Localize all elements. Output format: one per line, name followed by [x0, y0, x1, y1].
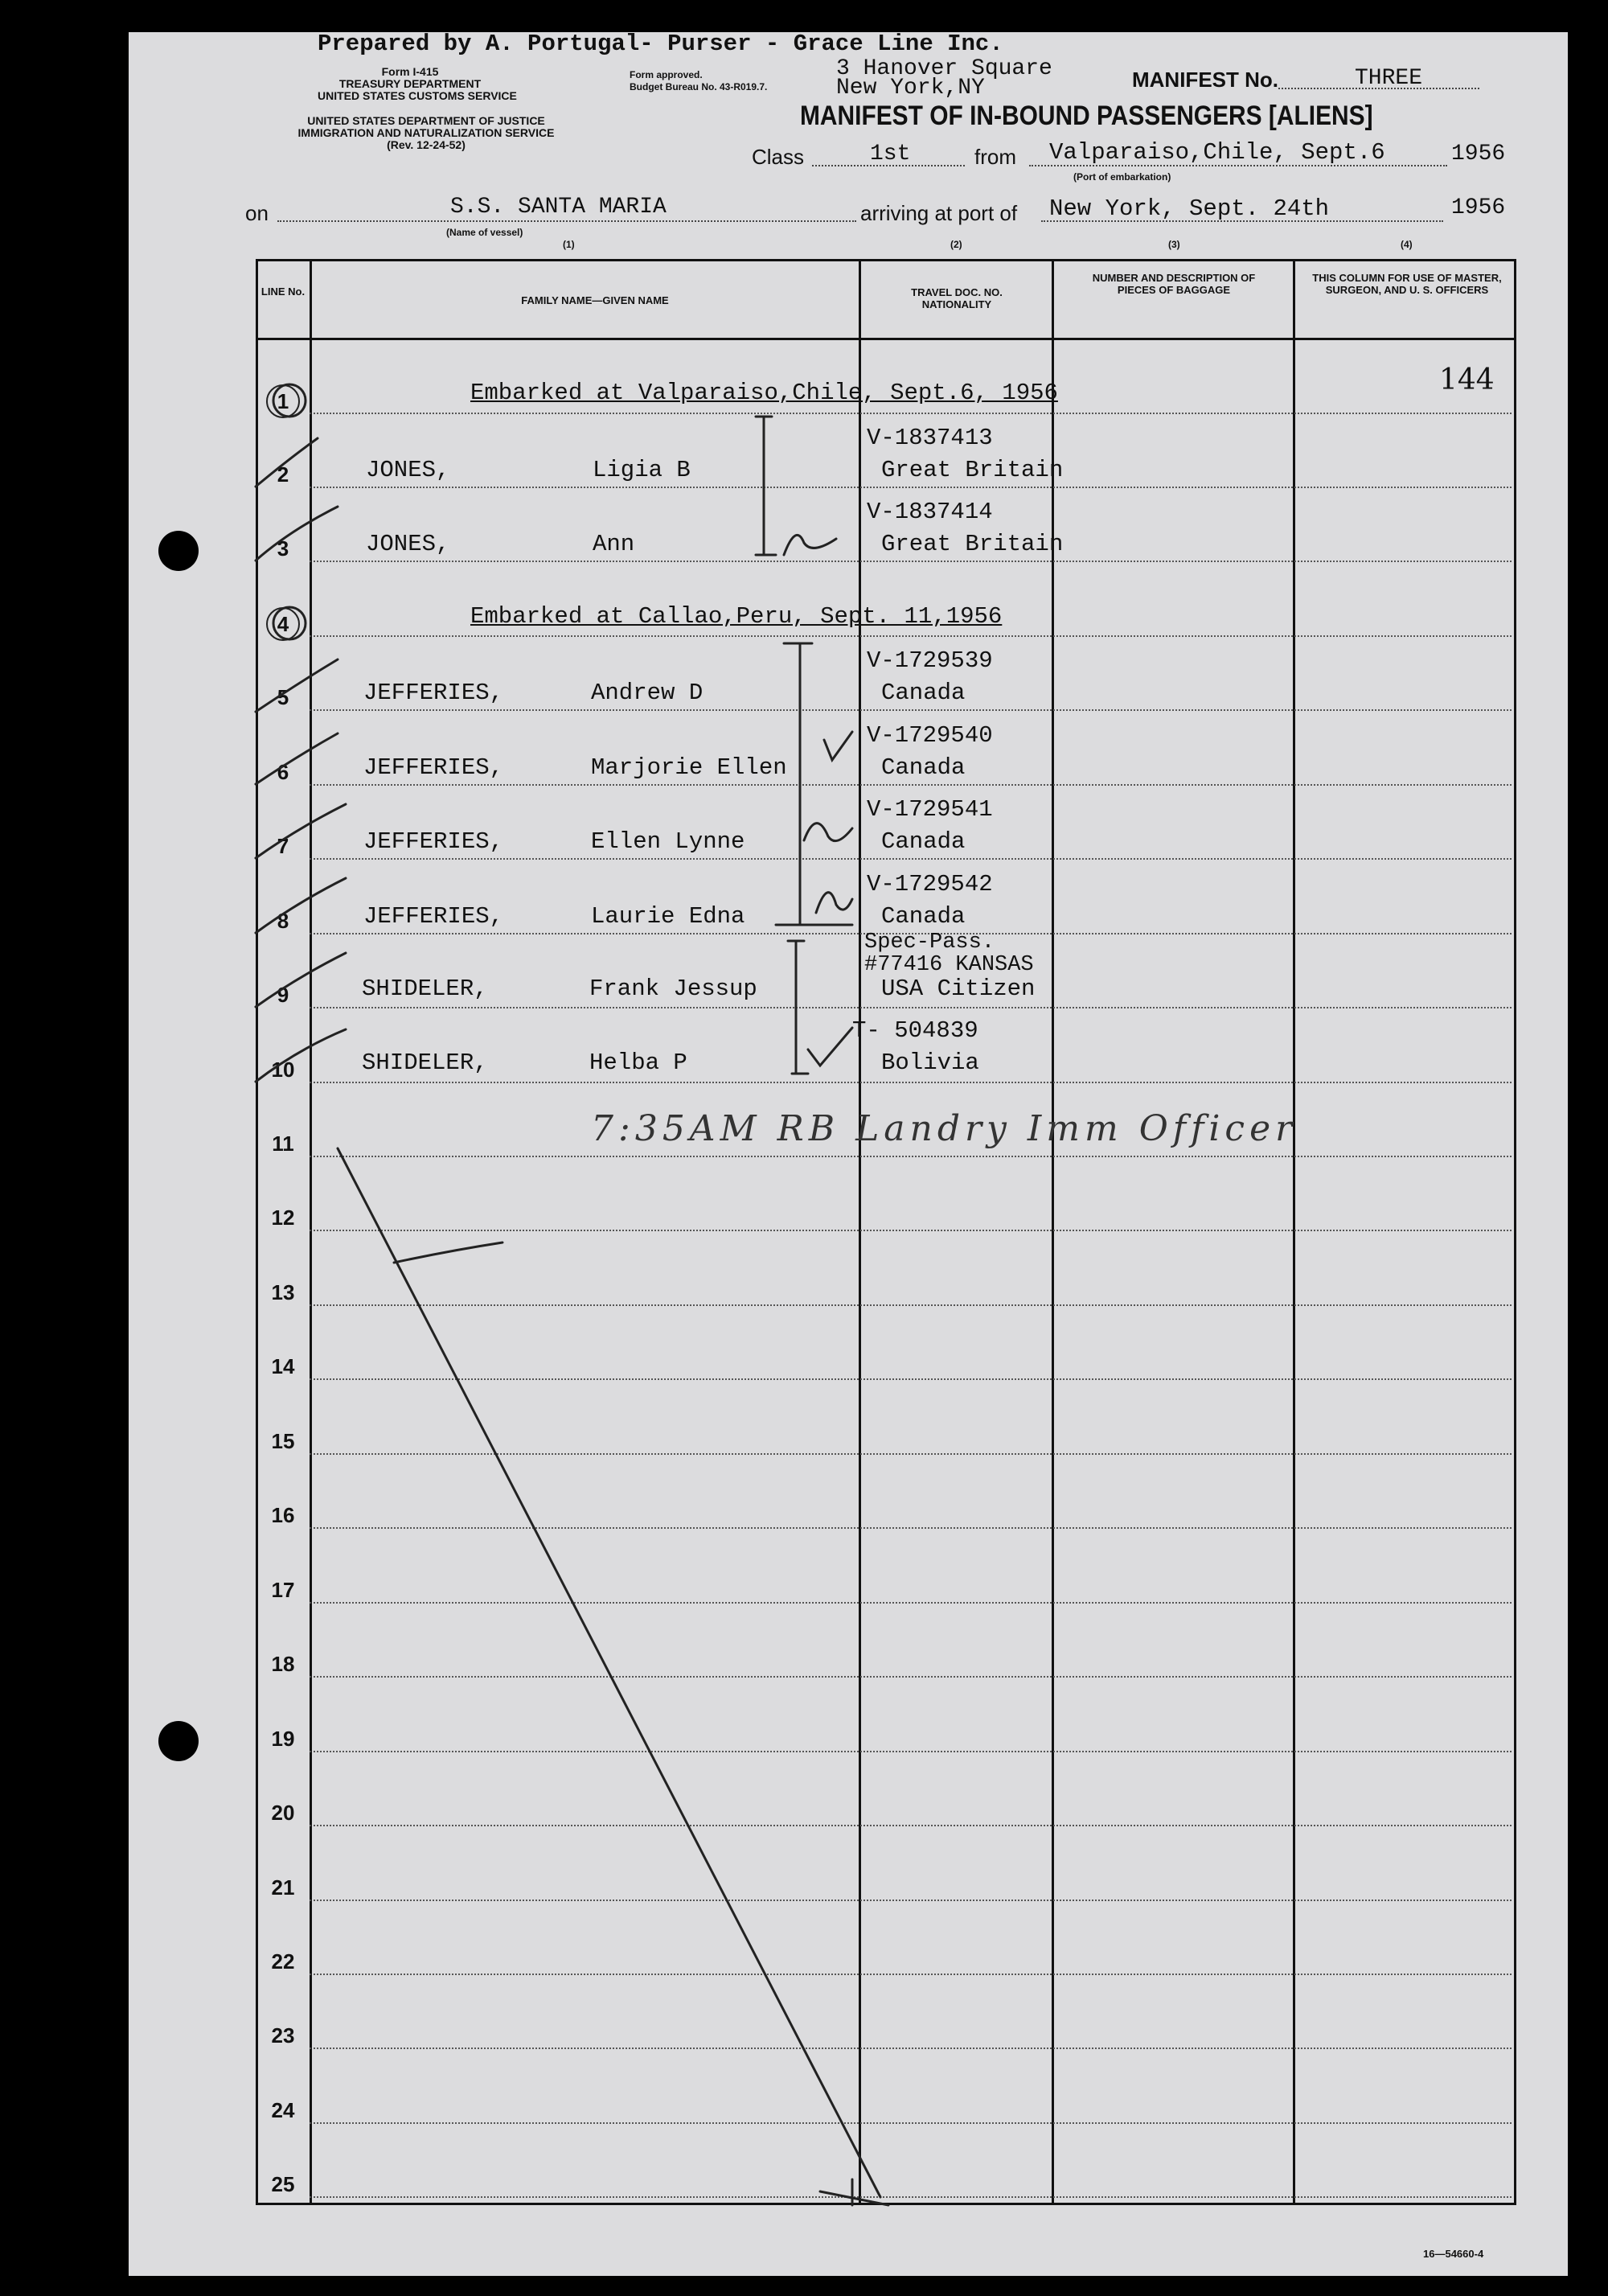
- nationality: Great Britain: [881, 531, 1064, 557]
- port-embarkation-label: (Port of embarkation): [1073, 171, 1171, 183]
- line-number: 18: [271, 1652, 295, 1676]
- check-mark: [256, 507, 338, 561]
- class-label: Class: [752, 145, 805, 169]
- initials-mark: [784, 535, 836, 555]
- prepared-by-line: Prepared by A. Portugal- Purser - Grace Line Inc.: [318, 31, 1003, 57]
- travel-doc: Spec-Pass. #77416 KANSAS: [864, 930, 1034, 977]
- class-value: 1st: [870, 142, 911, 166]
- bracket-mark: [788, 941, 808, 1074]
- line-number: 9: [277, 983, 289, 1007]
- travel-doc: V-1729542: [867, 871, 993, 897]
- line-number: 2: [277, 462, 289, 487]
- line-number: 20: [271, 1801, 295, 1825]
- check-mark: [256, 878, 346, 933]
- travel-doc: V-1729541: [867, 796, 993, 823]
- given-name: Helba P: [589, 1049, 687, 1076]
- line-number: 8: [277, 909, 289, 933]
- circle-mark: [273, 384, 306, 417]
- address-line-2: New York,NY: [836, 76, 985, 101]
- arriving-value: New York, Sept. 24th: [1049, 195, 1330, 222]
- line-number: 16: [271, 1503, 295, 1527]
- line-number: 19: [271, 1727, 295, 1751]
- nationality: Great Britain: [881, 457, 1064, 483]
- nationality: Canada: [881, 828, 966, 855]
- line-number: 15: [271, 1429, 295, 1453]
- check-mark: [808, 1028, 852, 1066]
- check-mark: [256, 804, 346, 858]
- nationality: USA Citizen: [881, 975, 1036, 1002]
- treasury-department: TREASURY DEPARTMENT: [338, 77, 482, 90]
- given-name: Andrew D: [591, 680, 704, 706]
- bracket-mark: [756, 417, 776, 555]
- on-label: on: [245, 201, 269, 225]
- family-name: JONES,: [366, 531, 450, 557]
- given-name: Ligia B: [593, 457, 691, 483]
- family-name: JEFFERIES,: [363, 680, 504, 706]
- line-number: 24: [271, 2098, 295, 2122]
- justice-department: UNITED STATES DEPARTMENT OF JUSTICE: [307, 114, 545, 127]
- given-name: Laurie Edna: [591, 903, 745, 930]
- line-number: 3: [277, 536, 289, 561]
- nationality: Canada: [881, 680, 966, 706]
- line-number: 6: [277, 760, 289, 784]
- stray-mark: [394, 1242, 503, 1263]
- form-revision: (Rev. 12-24-52): [387, 138, 466, 151]
- col-header-name: FAMILY NAME—GIVEN NAME: [521, 294, 669, 306]
- given-name: Frank Jessup: [589, 975, 757, 1002]
- line-number: 25: [271, 2172, 295, 2196]
- travel-doc: V-1837413: [867, 425, 993, 451]
- col-header-officers: THIS COLUMN FOR USE OF MASTER, SURGEON, AND U. S. OFFICERS: [1312, 272, 1502, 296]
- line-number: 5: [277, 685, 289, 709]
- travel-doc: V-1837414: [867, 499, 993, 525]
- diagonal-strike-line: [338, 1148, 880, 2197]
- line-number: 11: [272, 1132, 294, 1156]
- family-name: JEFFERIES,: [363, 903, 504, 930]
- col-num-1: (1): [563, 239, 575, 250]
- manifest-no-value: THREE: [1355, 66, 1423, 91]
- col-header-baggage: NUMBER AND DESCRIPTION OF PIECES OF BAGGAGE: [1092, 272, 1256, 296]
- from-year: 1956: [1451, 142, 1506, 166]
- line-number: 12: [271, 1206, 295, 1230]
- family-name: JEFFERIES,: [363, 828, 504, 855]
- manifest-no-label: MANIFEST No.: [1132, 68, 1278, 92]
- initials-mark: [816, 893, 852, 913]
- line-number: 23: [271, 2023, 295, 2048]
- family-name: SHIDELER,: [362, 975, 488, 1002]
- col-num-2: (2): [950, 239, 962, 250]
- line-number: 13: [271, 1280, 295, 1304]
- manifest-title: MANIFEST OF IN-BOUND PASSENGERS [ALIENS]: [800, 101, 1373, 131]
- vessel-name: S.S. SANTA MARIA: [450, 195, 667, 220]
- vessel-label: (Name of vessel): [446, 227, 523, 238]
- nationality: Canada: [881, 903, 966, 930]
- family-name: JONES,: [366, 457, 450, 483]
- travel-doc: V-1729540: [867, 722, 993, 749]
- address-line-1: 3 Hanover Square: [836, 56, 1052, 81]
- check-mark: [256, 438, 318, 487]
- embark-heading: Embarked at Callao,Peru, Sept. 11,1956: [470, 603, 1003, 630]
- travel-doc: T- 504839: [852, 1017, 978, 1044]
- given-name: Marjorie Ellen: [591, 754, 787, 781]
- check-mark: [256, 659, 338, 712]
- from-label: from: [974, 145, 1016, 169]
- given-name: Ellen Lynne: [591, 828, 745, 855]
- check-mark: [256, 733, 338, 784]
- travel-doc: V-1729539: [867, 647, 993, 674]
- from-value: Valparaiso,Chile, Sept.6: [1049, 139, 1385, 166]
- given-name: Ann: [593, 531, 635, 557]
- family-name: SHIDELER,: [362, 1049, 488, 1076]
- arriving-label: arriving at port of: [860, 201, 1018, 225]
- nationality: Bolivia: [881, 1049, 979, 1076]
- arriving-year: 1956: [1451, 195, 1506, 220]
- initials-mark: [804, 824, 852, 841]
- form-code: 16—54660-4: [1423, 2248, 1484, 2260]
- check-mark: [256, 953, 346, 1007]
- line-number: 22: [271, 1949, 295, 1974]
- circle-mark: [273, 607, 306, 639]
- officer-signature: 7:35AM RB Landry Imm Officer: [591, 1108, 1298, 1149]
- nationality: Canada: [881, 754, 966, 781]
- check-mark: [824, 732, 852, 760]
- line-number: 7: [277, 834, 289, 858]
- budget-bureau: Budget Bureau No. 43-R019.7.: [630, 81, 768, 92]
- col-num-4: (4): [1401, 239, 1413, 250]
- immigration-service: IMMIGRATION AND NATURALIZATION SERVICE: [297, 126, 555, 139]
- col-header-line-no: LINE No.: [260, 285, 306, 298]
- col-num-3: (3): [1168, 239, 1180, 250]
- officer-note: 144: [1439, 363, 1495, 396]
- form-approved: Form approved.: [630, 69, 703, 80]
- family-name: JEFFERIES,: [363, 754, 504, 781]
- line-number: 14: [271, 1354, 295, 1378]
- customs-service: UNITED STATES CUSTOMS SERVICE: [318, 89, 517, 102]
- line-number: 10: [271, 1058, 295, 1082]
- line-number: 21: [271, 1875, 295, 1900]
- line-number-circled: 4: [266, 607, 300, 641]
- check-mark: [256, 1029, 346, 1082]
- bracket-mark: [776, 643, 852, 925]
- col-header-travel-doc: TRAVEL DOC. NO. NATIONALITY: [911, 286, 1003, 310]
- line-number-circled: 1: [266, 384, 300, 418]
- line-number: 17: [271, 1578, 295, 1602]
- form-number: Form I-415: [381, 65, 439, 78]
- embark-heading: Embarked at Valparaiso,Chile, Sept.6, 1956: [470, 380, 1058, 406]
